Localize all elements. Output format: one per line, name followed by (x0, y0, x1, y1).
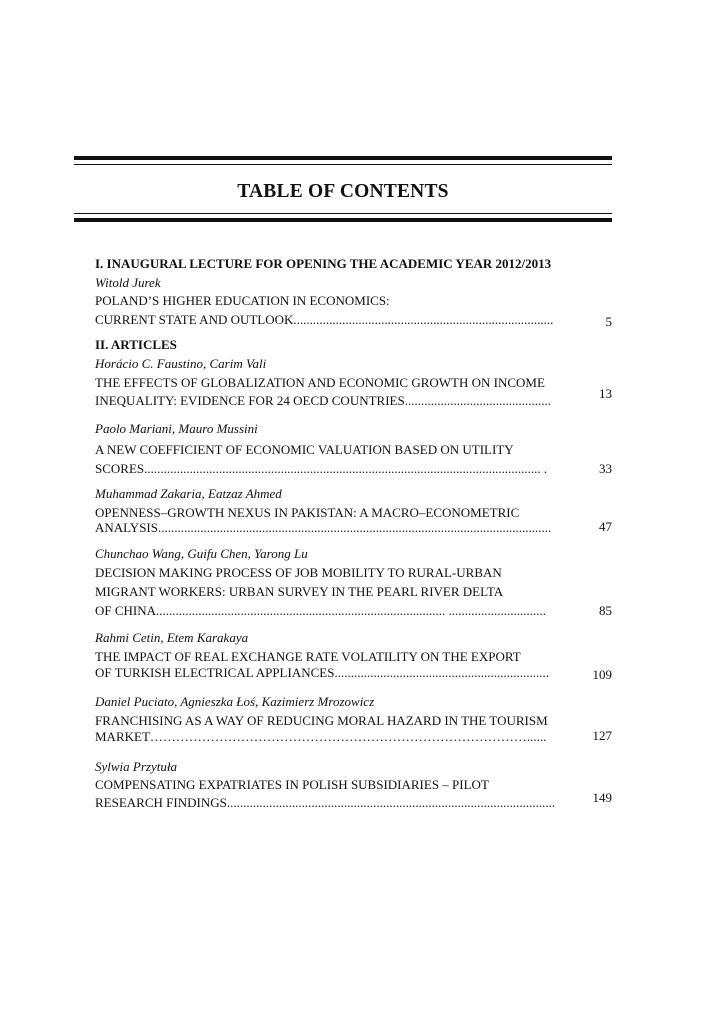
page-number: 85 (599, 603, 612, 618)
page-number: 5 (605, 314, 612, 329)
entry-title-line: POLAND’S HIGHER EDUCATION IN ECONOMICS: (95, 293, 390, 308)
entry-title-line: THE EFFECTS OF GLOBALIZATION AND ECONOMIC GROWTH ON INCOME (95, 375, 545, 390)
entry-title-line: FRANCHISING AS A WAY OF REDUCING MORAL HAZARD IN THE TOURISM (95, 713, 548, 728)
entry-title-line: OPENNESS–GROWTH NEXUS IN PAKISTAN: A MACRO–ECONOMETRIC (95, 505, 520, 520)
page-title: TABLE OF CONTENTS (237, 181, 449, 202)
entry-title-line: DECISION MAKING PROCESS OF JOB MOBILITY TO RURAL-URBAN (95, 565, 502, 580)
entry-authors: Paolo Mariani, Mauro Mussini (95, 421, 258, 436)
entry-authors: Rahmi Cetin, Etem Karakaya (95, 630, 249, 645)
section-heading: II. ARTICLES (95, 337, 177, 352)
entry-title-line: RESEARCH FINDINGS..................................................................................................... (95, 795, 556, 810)
section-heading: I. INAUGURAL LECTURE FOR OPENING THE ACADEMIC YEAR 2012/2013 (95, 256, 552, 271)
entry-authors: Muhammad Zakaria, Eatzaz Ahmed (95, 486, 282, 501)
entry-authors: Chunchao Wang, Guifu Chen, Yarong Lu (95, 546, 308, 561)
top-rule-thin (74, 164, 612, 165)
entry-title-line: COMPENSATING EXPATRIATES IN POLISH SUBSIDIARIES – PILOT (95, 777, 489, 792)
top-rule-thick (74, 156, 612, 160)
page-number: 149 (592, 790, 612, 805)
entry-authors: Sylwia Przytuła (95, 759, 177, 774)
entry-title-line: THE IMPACT OF REAL EXCHANGE RATE VOLATILITY ON THE EXPORT (95, 649, 521, 664)
entry-title-line: A NEW COEFFICIENT OF ECONOMIC VALUATION BASED ON UTILITY (95, 442, 514, 457)
entry-title-line: MIGRANT WORKERS: URBAN SURVEY IN THE PEARL RIVER DELTA (95, 584, 504, 599)
bottom-rule-thick (74, 218, 612, 222)
entry-authors: Horácio C. Faustino, Carim Vali (95, 356, 267, 371)
entry-authors: Daniel Puciato, Agnieszka Łoś, Kazimierz Mrozowicz (95, 694, 375, 709)
entry-title-line: SCORES.......................................................................................................................... . (95, 461, 548, 476)
entry-title-line: OF TURKISH ELECTRICAL APPLIANCES.................................................................. (95, 665, 549, 680)
page-number: 47 (599, 519, 612, 534)
page-number: 109 (592, 667, 612, 682)
bottom-rule-thin (74, 213, 612, 214)
entry-title-line: MARKET……………………………………………………………………………...... (95, 729, 547, 744)
entry-authors: Witold Jurek (95, 275, 161, 290)
page-number: 33 (599, 461, 612, 476)
page-number: 13 (599, 386, 612, 401)
page-number: 127 (592, 728, 612, 743)
entry-title-line: INEQUALITY: EVIDENCE FOR 24 OECD COUNTRIES............................................. (95, 393, 551, 408)
entry-title-line: OF CHINA......................................................................................... .............................. (95, 603, 547, 618)
entry-title-line: CURRENT STATE AND OUTLOOK................................................................................ (95, 312, 554, 327)
entry-title-line: ANALYSIS......................................................................................................................... (95, 520, 552, 535)
